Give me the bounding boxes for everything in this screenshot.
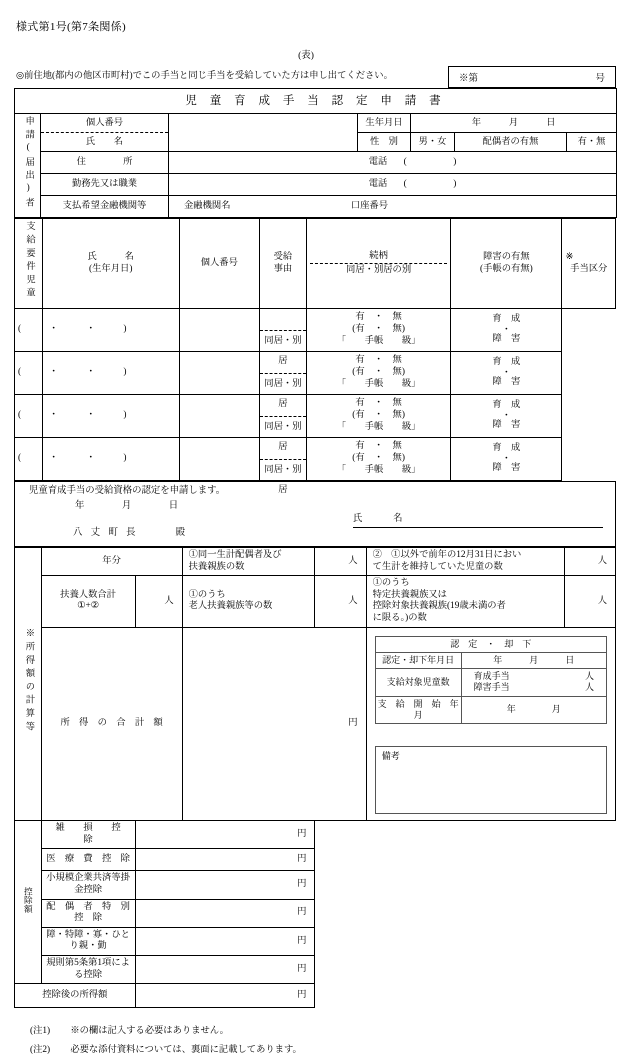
address-tel-label: 電話	[368, 157, 388, 168]
birth-label: 生年月日	[358, 114, 411, 133]
form-code: 様式第1号(第7条関係)	[16, 21, 126, 33]
deduction-value[interactable]: 円	[135, 927, 315, 955]
address-tel-value[interactable]: ( )	[403, 157, 457, 168]
child-name-header-sub: (生年月日)	[89, 263, 133, 274]
receipt-number-box[interactable]	[448, 66, 616, 88]
declaration-block	[15, 482, 615, 546]
child-disability-line1: 有 ・ 無	[355, 398, 402, 409]
child-birth-placeholder: ( ・ ・ )	[18, 367, 127, 378]
child-category-line1: 育 成	[492, 357, 521, 368]
income-total-value[interactable]: 円	[182, 627, 366, 821]
approval-panel	[366, 627, 615, 821]
deduction-label: 配 偶 者 特 別 控 除	[41, 899, 135, 927]
child-category-line3: 障 害	[492, 463, 521, 474]
deduction-label: 規則第5条第1項による控除	[41, 955, 135, 983]
income-item1-unit[interactable]: 人	[315, 547, 366, 575]
after-deduction-value[interactable]: 円	[135, 984, 315, 1008]
child-birth-placeholder: ( ・ ・ )	[18, 324, 127, 335]
child-relation-header	[306, 219, 450, 308]
applicant-bank-row	[15, 196, 617, 218]
declaration-addressee: 八 丈 町 長 殿	[73, 527, 189, 538]
mynumber-label: 個人番号	[41, 114, 169, 133]
receipt-number-prefix: ※第	[459, 74, 479, 84]
deduction-label: 雑 損 控 除	[41, 821, 135, 849]
child-reason-cell[interactable]	[179, 437, 259, 480]
child-category-line1: 育 成	[492, 314, 521, 325]
child-category-line3: 障 害	[492, 334, 521, 345]
child-category-cell[interactable]	[451, 394, 562, 437]
approval-children-value[interactable]	[461, 669, 606, 697]
approval-shogai-unit: 人	[584, 682, 594, 693]
income-vertical-label	[15, 547, 42, 820]
deduction-label: 障・特障・寡・ひとり親・勤	[41, 927, 135, 955]
income-total-dependents-label: 扶養人数合計 ①+②	[41, 576, 135, 627]
child-category-cell[interactable]	[451, 351, 562, 394]
approval-table	[375, 636, 607, 725]
child-reason-cell[interactable]	[179, 394, 259, 437]
declaration-line1: 児童育成手当の受給資格の認定を申請します。	[29, 485, 226, 496]
birth-value[interactable]: 年 月 日	[411, 114, 617, 133]
approval-date-value[interactable]: 年 月 日	[461, 652, 606, 668]
child-disability-cell[interactable]	[306, 394, 450, 437]
child-birth-placeholder: ( ・ ・ )	[18, 453, 127, 464]
income-dependents-row	[15, 576, 616, 627]
work-input[interactable]	[169, 174, 617, 196]
child-reason-cell[interactable]	[179, 351, 259, 394]
child-residence-option: 同居・別居	[264, 378, 302, 409]
child-category-header	[562, 219, 616, 308]
approval-date-row	[375, 652, 606, 668]
footnote-1-tag: (注1)	[30, 1026, 51, 1037]
work-tel-label: 電話	[368, 179, 388, 190]
approval-shogai-label: 障害手当	[473, 682, 510, 693]
child-name-cell[interactable]	[15, 351, 127, 394]
bank-name-label: 金融機関名	[184, 201, 231, 212]
spouse-value[interactable]: 有・無	[567, 133, 617, 152]
approval-start-value[interactable]: 年 月	[461, 696, 606, 724]
approval-children-row	[375, 669, 606, 697]
child-category-line2: ・	[501, 324, 512, 335]
children-header-row	[15, 219, 616, 308]
applicant-name-input[interactable]	[169, 114, 358, 152]
child-row	[15, 308, 616, 351]
remark-label: 備考	[381, 751, 400, 762]
account-number-label: 口座番号	[350, 201, 389, 212]
deduction-row	[15, 899, 616, 927]
child-disability-header-sub: (手帳の有無)	[480, 263, 533, 274]
applicant-vertical-label	[15, 114, 41, 218]
deduction-row	[15, 821, 616, 849]
child-category-line3: 障 害	[492, 420, 521, 431]
income-vertical-label-text: ※所得額の計算等	[23, 628, 34, 735]
applicant-work-row	[15, 174, 617, 196]
footnote-1-text: ※の欄は記入する必要はありません。	[70, 1026, 229, 1037]
footnote-2-tag: (注2)	[30, 1044, 51, 1055]
approval-title-row	[375, 636, 606, 652]
form-title: 児 童 育 成 手 当 認 定 申 請 書	[15, 89, 617, 114]
approval-title: 認 定 ・ 却 下	[375, 636, 606, 652]
income-item3-unit[interactable]: 人	[315, 576, 366, 627]
deduction-value[interactable]: 円	[135, 899, 315, 927]
child-category-line2: ・	[501, 453, 512, 464]
declaration-signature[interactable]	[353, 514, 603, 528]
remark-box[interactable]	[375, 746, 607, 814]
sex-label: 性 別	[358, 133, 411, 152]
child-category-header-sub: 手当区分	[570, 263, 608, 274]
child-disability-line1: 有 ・ 無	[355, 441, 402, 452]
deduction-row	[15, 955, 616, 983]
main-form-table	[14, 88, 617, 218]
child-disability-cell[interactable]	[306, 351, 450, 394]
footnote-1	[30, 1022, 616, 1041]
child-residence-option: 同居・別居	[264, 421, 302, 452]
income-total-dependents-unit[interactable]: 人	[135, 576, 182, 627]
declaration-row	[15, 481, 616, 546]
notice-text: ◎前住地(都内の他区市町村)でこの手当と同じ手当を受給していた方は申し出てください。	[16, 71, 393, 82]
child-reason-header-sub: 事由	[273, 263, 293, 274]
receipt-number-suffix: 号	[595, 74, 605, 84]
child-disability-line2: (有 ・ 無)	[352, 410, 405, 421]
child-category-line1: 育 成	[492, 443, 521, 454]
child-residence-option: 同居・別居	[264, 335, 302, 366]
notice-row	[14, 66, 616, 88]
child-category-cell[interactable]	[451, 308, 562, 351]
child-category-line2: ・	[501, 367, 512, 378]
bank-label: 支払希望金融機関等	[41, 196, 169, 218]
child-reason-header-main: 受給	[273, 252, 293, 263]
child-disability-line3: 「 手帳 級」	[336, 464, 421, 475]
approval-ikusei-unit: 人	[584, 671, 594, 682]
footnote-2	[30, 1041, 616, 1059]
income-item2-unit[interactable]: 人	[564, 547, 615, 575]
income-total-row	[15, 627, 616, 821]
deduction-row	[15, 849, 616, 871]
work-label: 勤務先又は職業	[41, 174, 169, 196]
child-disability-line3: 「 手帳 級」	[336, 335, 421, 346]
approval-start-row	[375, 696, 606, 724]
footnote-2-text: 必要な添付資料については、裏面に記載してあります。	[70, 1044, 302, 1055]
child-disability-line1: 有 ・ 無	[355, 355, 402, 366]
child-birth-placeholder: ( ・ ・ )	[18, 410, 127, 421]
child-name-cell[interactable]	[15, 308, 127, 351]
child-disability-line2: (有 ・ 無)	[352, 367, 405, 378]
children-vertical-label	[15, 219, 43, 308]
bank-input[interactable]	[169, 196, 617, 218]
deduction-value[interactable]: 円	[135, 849, 315, 871]
child-disability-header	[451, 219, 562, 308]
income-total-label: 所 得 の 合 計 額	[41, 627, 182, 821]
income-item3-label: ①のうち 老人扶養親族等の数	[182, 576, 315, 627]
address-input[interactable]	[169, 152, 617, 174]
income-year-row	[15, 547, 616, 575]
children-vertical-label-text: 支給要件児童	[24, 221, 35, 302]
approval-start-label: 支 給 開 始 年 月	[375, 696, 461, 724]
child-relation-header-sub: 同居・別居の別	[346, 265, 412, 276]
child-name-cell[interactable]	[15, 437, 127, 480]
deduction-value[interactable]: 円	[135, 955, 315, 983]
address-label: 住 所	[41, 152, 169, 174]
child-residence-option: 同居・別居	[264, 464, 302, 495]
deduction-label: 小規模企業共済等掛金控除	[41, 871, 135, 899]
income-item4-unit[interactable]: 人	[564, 576, 615, 627]
child-disability-header-main: 障害の有無	[483, 252, 530, 263]
income-item1-label: ①同一生計配偶者及び 扶養親族の数	[182, 547, 315, 575]
child-category-header-main: ※	[565, 252, 574, 263]
deduction-vertical-label-text: 控除額	[23, 886, 34, 913]
after-deduction-row	[15, 984, 616, 1008]
declaration-name-label: 氏 名	[353, 513, 407, 524]
applicant-vertical-label-text: 申請(届出)者	[23, 116, 34, 211]
deduction-row	[15, 927, 616, 955]
deduction-value[interactable]: 円	[135, 871, 315, 899]
child-relation-cell[interactable]	[259, 308, 306, 366]
declaration-table	[14, 481, 616, 547]
deduction-value[interactable]: 円	[135, 821, 315, 849]
declaration-date[interactable]: 年 月 日	[75, 500, 179, 511]
deduction-vertical-label	[15, 821, 42, 984]
child-row	[15, 437, 616, 480]
child-disability-cell[interactable]	[306, 308, 450, 351]
child-disability-line1: 有 ・ 無	[355, 312, 402, 323]
child-name-header-main: 氏 名	[87, 252, 134, 263]
child-category-line3: 障 害	[492, 377, 521, 388]
child-disability-line2: (有 ・ 無)	[352, 324, 405, 335]
child-category-line1: 育 成	[492, 400, 521, 411]
child-reason-header	[259, 219, 306, 308]
applicant-mynumber-row	[15, 114, 617, 133]
declaration-cell	[15, 481, 616, 546]
footnotes	[14, 1022, 616, 1059]
child-category-line2: ・	[501, 410, 512, 421]
form-title-row	[15, 89, 617, 114]
income-item4-label: ①のうち 特定扶養親族又は 控除対象扶養親族(19歳未満の者 に限る。)の数	[366, 576, 564, 627]
side-mark: (表)	[298, 51, 314, 61]
child-category-cell[interactable]	[451, 437, 562, 480]
approval-ikusei-label: 育成手当	[473, 671, 510, 682]
spouse-label: 配偶者の有無	[455, 133, 567, 152]
child-relation-header-main: 続柄	[310, 251, 447, 265]
child-disability-cell[interactable]	[306, 437, 450, 480]
child-name-cell[interactable]	[15, 394, 127, 437]
income-year-label[interactable]: 年分	[41, 547, 182, 575]
child-disability-line2: (有 ・ 無)	[352, 453, 405, 464]
approval-date-label: 認定・却下年月日	[375, 652, 461, 668]
child-row	[15, 351, 616, 394]
child-mynumber-header: 個人番号	[179, 219, 259, 308]
child-name-header	[42, 219, 179, 308]
applicant-address-row	[15, 152, 617, 174]
deduction-label: 医 療 費 控 除	[41, 849, 135, 871]
applicant-name-label: 氏 名	[41, 133, 169, 152]
after-deduction-label: 控除後の所得額	[15, 984, 136, 1008]
income-item2-label: ② ①以外で前年の12月31日におい て生計を維持していた児童の数	[366, 547, 564, 575]
work-tel-value[interactable]: ( )	[403, 179, 457, 190]
child-reason-cell[interactable]	[179, 308, 259, 351]
approval-children-label: 支給対象児童数	[375, 669, 461, 697]
child-disability-line3: 「 手帳 級」	[336, 421, 421, 432]
deduction-row	[15, 871, 616, 899]
child-row	[15, 394, 616, 437]
child-disability-line3: 「 手帳 級」	[336, 378, 421, 389]
sex-value[interactable]: 男・女	[411, 133, 455, 152]
income-table	[14, 547, 616, 1008]
